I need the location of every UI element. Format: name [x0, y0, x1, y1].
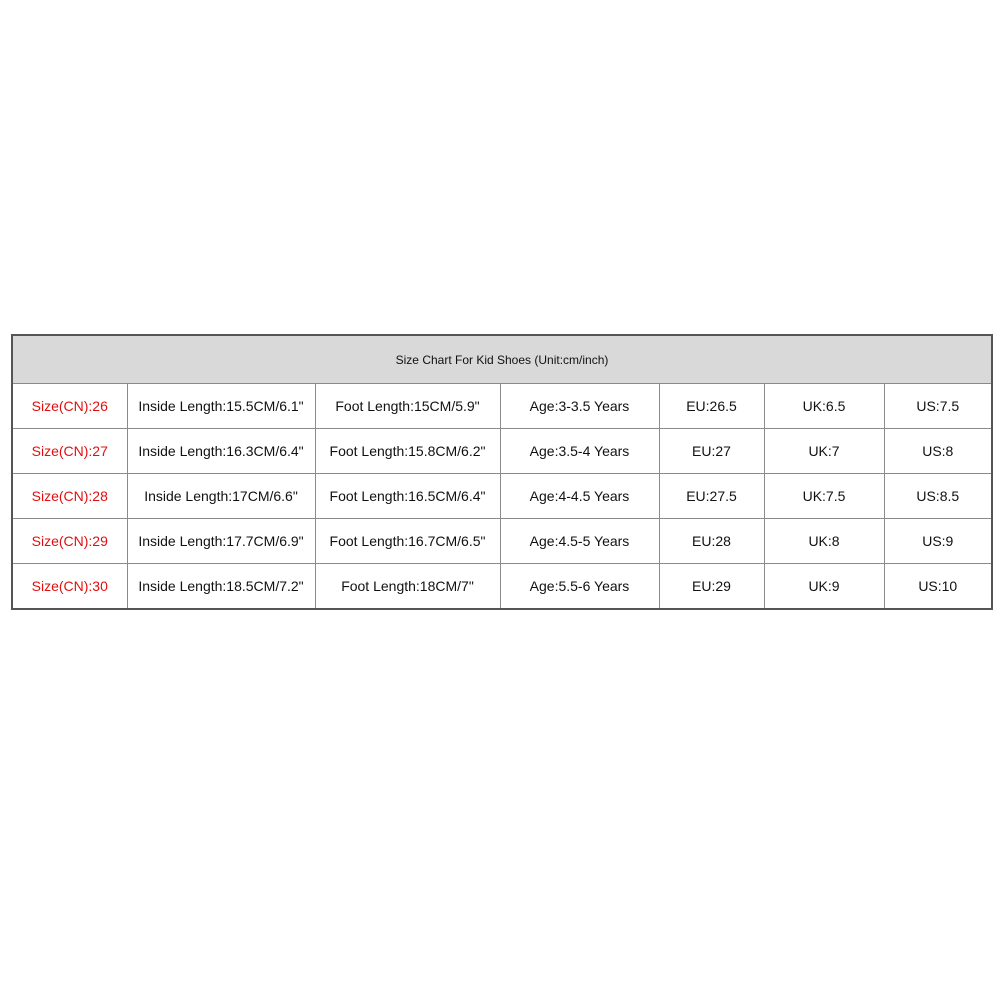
foot-length-cell: Foot Length:18CM/7"	[315, 564, 500, 610]
size-cell: Size(CN):30	[12, 564, 127, 610]
foot-length-cell: Foot Length:15.8CM/6.2"	[315, 429, 500, 474]
table-row	[12, 429, 992, 474]
table-row	[12, 474, 992, 519]
size-cell: Size(CN):29	[12, 519, 127, 564]
uk-size-cell: UK:9	[764, 564, 884, 610]
us-size-cell: US:9	[884, 519, 992, 564]
table-title: Size Chart For Kid Shoes (Unit:cm/inch)	[12, 335, 992, 384]
size-chart-table	[11, 334, 993, 610]
uk-size-cell: UK:6.5	[764, 384, 884, 429]
us-size-cell: US:7.5	[884, 384, 992, 429]
eu-size-cell: EU:27	[659, 429, 764, 474]
size-cell: Size(CN):28	[12, 474, 127, 519]
inside-length-cell: Inside Length:17.7CM/6.9"	[127, 519, 315, 564]
foot-length-cell: Foot Length:16.5CM/6.4"	[315, 474, 500, 519]
eu-size-cell: EU:27.5	[659, 474, 764, 519]
foot-length-cell: Foot Length:15CM/5.9"	[315, 384, 500, 429]
size-cell: Size(CN):27	[12, 429, 127, 474]
age-cell: Age:4.5-5 Years	[500, 519, 659, 564]
size-cell: Size(CN):26	[12, 384, 127, 429]
age-cell: Age:5.5-6 Years	[500, 564, 659, 610]
us-size-cell: US:8.5	[884, 474, 992, 519]
inside-length-cell: Inside Length:17CM/6.6"	[127, 474, 315, 519]
uk-size-cell: UK:7	[764, 429, 884, 474]
inside-length-cell: Inside Length:18.5CM/7.2"	[127, 564, 315, 610]
age-cell: Age:3-3.5 Years	[500, 384, 659, 429]
eu-size-cell: EU:26.5	[659, 384, 764, 429]
eu-size-cell: EU:29	[659, 564, 764, 610]
table-row	[12, 384, 992, 429]
table-row	[12, 564, 992, 610]
table-row	[12, 519, 992, 564]
inside-length-cell: Inside Length:15.5CM/6.1"	[127, 384, 315, 429]
inside-length-cell: Inside Length:16.3CM/6.4"	[127, 429, 315, 474]
table-header-row	[12, 335, 992, 384]
us-size-cell: US:10	[884, 564, 992, 610]
uk-size-cell: UK:8	[764, 519, 884, 564]
eu-size-cell: EU:28	[659, 519, 764, 564]
age-cell: Age:4-4.5 Years	[500, 474, 659, 519]
age-cell: Age:3.5-4 Years	[500, 429, 659, 474]
foot-length-cell: Foot Length:16.7CM/6.5"	[315, 519, 500, 564]
us-size-cell: US:8	[884, 429, 992, 474]
uk-size-cell: UK:7.5	[764, 474, 884, 519]
